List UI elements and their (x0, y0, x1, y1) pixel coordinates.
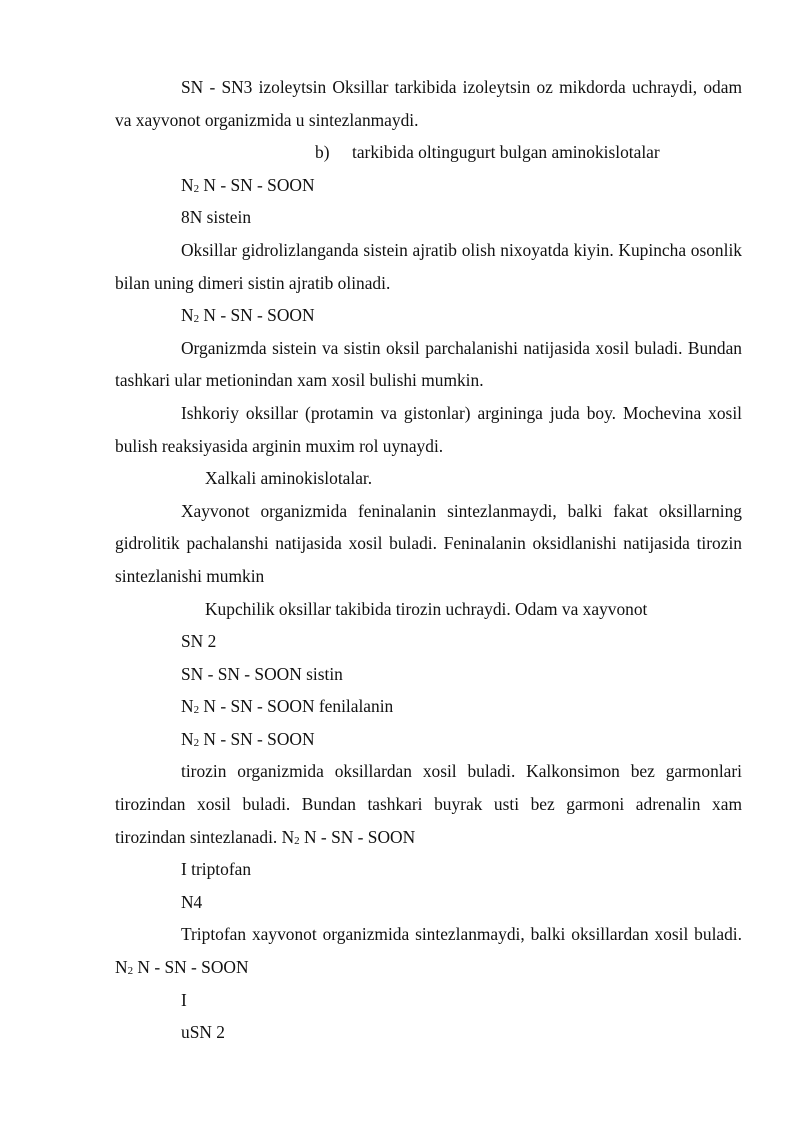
formula-rest: N - SN - SOON (199, 174, 315, 195)
formula-subscript: 2 (193, 704, 200, 717)
paragraph-izoleytsin: SN - SN3 izoleytsin Oksillar tarkibida izoleytsin oz mikdorda uchraydi, odam va xayvonot organizmida u sintezlanmaydi. (115, 77, 742, 130)
formula-n: N (281, 826, 295, 847)
line-i: I (181, 989, 187, 1010)
formula-subscript: 2 (127, 965, 134, 978)
line-n4: N4 (181, 891, 203, 912)
formula-line-1 (115, 169, 742, 202)
list-item-b (115, 136, 742, 169)
formula-line-2 (115, 299, 742, 332)
formula-n: N (181, 728, 194, 749)
list-marker-b: b) (315, 142, 330, 163)
paragraph-gidroliz: Oksillar gidrolizlanganda sistein ajratib olish nixoyatda kiyin. Kupincha osonlik bilan uning dimeri sistin ajratib olinadi. (115, 239, 742, 293)
paragraph-organizmda: Organizmda sistein va sistin oksil parchalanishi natijasida xosil buladi. Bundan tashkari ular metionindan xam xosil bulishi mumkin. (115, 337, 742, 391)
paragraph-ishkoriy: Ishkoriy oksillar (protamin va gistonlar) argininga juda boy. Mochevina xosil bulish reaksiyasida arginin muxim rol uynaydi. (115, 402, 742, 456)
line-sn2: SN 2 (181, 631, 217, 652)
formula-subscript: 2 (193, 182, 200, 195)
formula-n: N (181, 305, 194, 326)
formula-n: N (181, 696, 194, 717)
formula-line-4 (115, 723, 742, 756)
line-kupchilik: Kupchilik oksillar takibida tirozin uchraydi. Odam va xayvonot (205, 598, 648, 619)
formula-rest: N - SN - SOON fenilalanin (199, 696, 394, 717)
formula-rest: N - SN - SOON (199, 305, 315, 326)
paragraph-tirozin (115, 755, 742, 853)
paragraph-triptofan-text: Triptofan xayvonot organizmida sintezlanmaydi, balki oksillardan xosil buladi. (181, 924, 742, 945)
document-page (115, 71, 742, 1049)
formula-rest: N - SN - SOON (133, 957, 249, 978)
paragraph-triptofan (115, 918, 742, 983)
formula-n: N (115, 957, 128, 978)
line-usn2: uSN 2 (181, 1022, 225, 1043)
formula-n: N (181, 174, 194, 195)
line-sistin-formula: SN - SN - SOON sistin (181, 663, 343, 684)
heading-xalkali: Xalkali aminokislotalar. (205, 468, 373, 489)
paragraph-xayvonot: Xayvonot organizmida feninalanin sintezlanmaydi, balki fakat oksillarning gidrolitik pachalanshi natijasida xosil buladi. Feninalanin oksidlanishi natijasida tirozin sintezlanishi mumkin (115, 500, 742, 586)
formula-subscript: 2 (193, 313, 200, 326)
paragraph-tirozin-text: tirozin organizmida oksillardan xosil buladi. Kalkonsimon bez garmonlari tirozindan xosil buladi. Bundan tashkari buyrak usti bez garmoni adrenalin xam tirozindan sintezlanadi. (115, 761, 742, 847)
formula-subscript: 2 (193, 736, 200, 749)
line-8n-sistein: 8N sistein (181, 207, 252, 228)
formula-line-fenilalanin (115, 690, 742, 723)
formula-rest: N - SN - SOON (299, 826, 416, 847)
list-item-b-text: tarkibida oltingugurt bulgan aminokislotalar (352, 142, 660, 163)
line-triptofan: I triptofan (181, 859, 252, 880)
formula-subscript: 2 (294, 834, 300, 847)
formula-rest: N - SN - SOON (199, 728, 315, 749)
